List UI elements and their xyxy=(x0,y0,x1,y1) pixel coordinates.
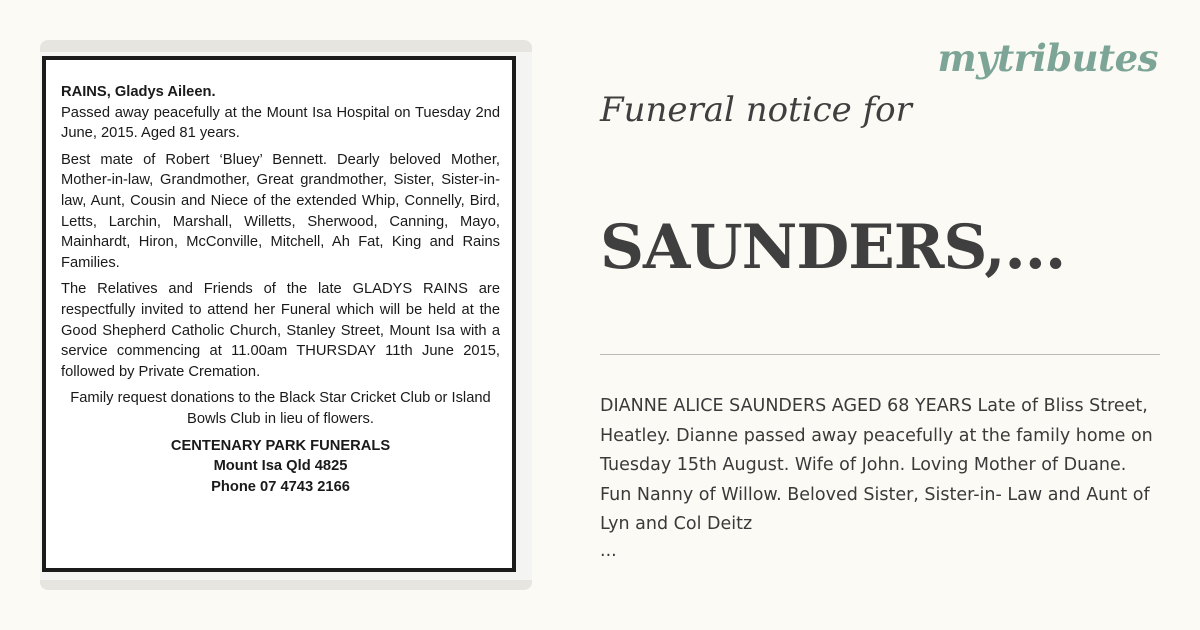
notice-footer-phone: Phone 07 4743 2166 xyxy=(211,478,350,495)
divider xyxy=(600,354,1160,355)
notice-paragraph-2: Best mate of Robert ‘Bluey’ Bennett. Dearly beloved Mother, Mother-in-law, Grandmother, Great grandmother, Sister, Sister-in-law, Aunt, Cousin and Niece of the extended Whip, Connelly, Bird, Letts, Larchin, Marshall, Willetts, Sherwood, Canning, Mayo, Mainhardt, Hiron, McConville, Mitchell, Ah Fat, King and Rains Families. xyxy=(61,151,500,271)
notice-paragraph-3: The Relatives and Friends of the late GLADYS RAINS are respectfully invited to attend her Funeral which will be held at the Good Shepherd Catholic Church, Stanley Street, Mount Isa with a service commencing at 11.00am THURSDAY 11th June 2015, followed by Private Cremation. xyxy=(61,281,500,380)
excerpt-ellipsis: ... xyxy=(600,541,617,561)
notice-paper xyxy=(40,52,532,580)
brand-logo[interactable] xyxy=(937,36,1158,80)
brand-prefix: my xyxy=(937,36,998,80)
page-eyebrow: Funeral notice for xyxy=(600,90,912,130)
notice-heading: RAINS, Gladys Aileen. xyxy=(61,84,216,100)
page-title: SAUNDERS,... xyxy=(600,212,1066,283)
notice-footer xyxy=(61,436,500,498)
notice-footer-location: Mount Isa Qld 4825 xyxy=(213,458,348,475)
notice-footer-company: CENTENARY PARK FUNERALS xyxy=(170,437,391,454)
notice-box xyxy=(42,56,516,572)
notice-excerpt: DIANNE ALICE SAUNDERS AGED 68 YEARS Late of Bliss Street, Heatley. Dianne passed away peacefully at the family home on Tuesday 15th August. Wife of John. Loving Mother of Duane. Fun Nanny of Willow. Beloved Sister, Sister-in- Law and Aunt of Lyn and Col Deitz xyxy=(600,396,1153,534)
notice-image xyxy=(40,40,532,590)
notice-paragraph-4: Family request donations to the Black Star Cricket Club or Island Bowls Club in lieu of flowers. xyxy=(70,390,491,427)
notice-paragraph-1: Passed away peacefully at the Mount Isa Hospital on Tuesday 2nd June, 2015. Aged 81 years. xyxy=(61,104,500,142)
brand-suffix: tributes xyxy=(997,36,1158,80)
